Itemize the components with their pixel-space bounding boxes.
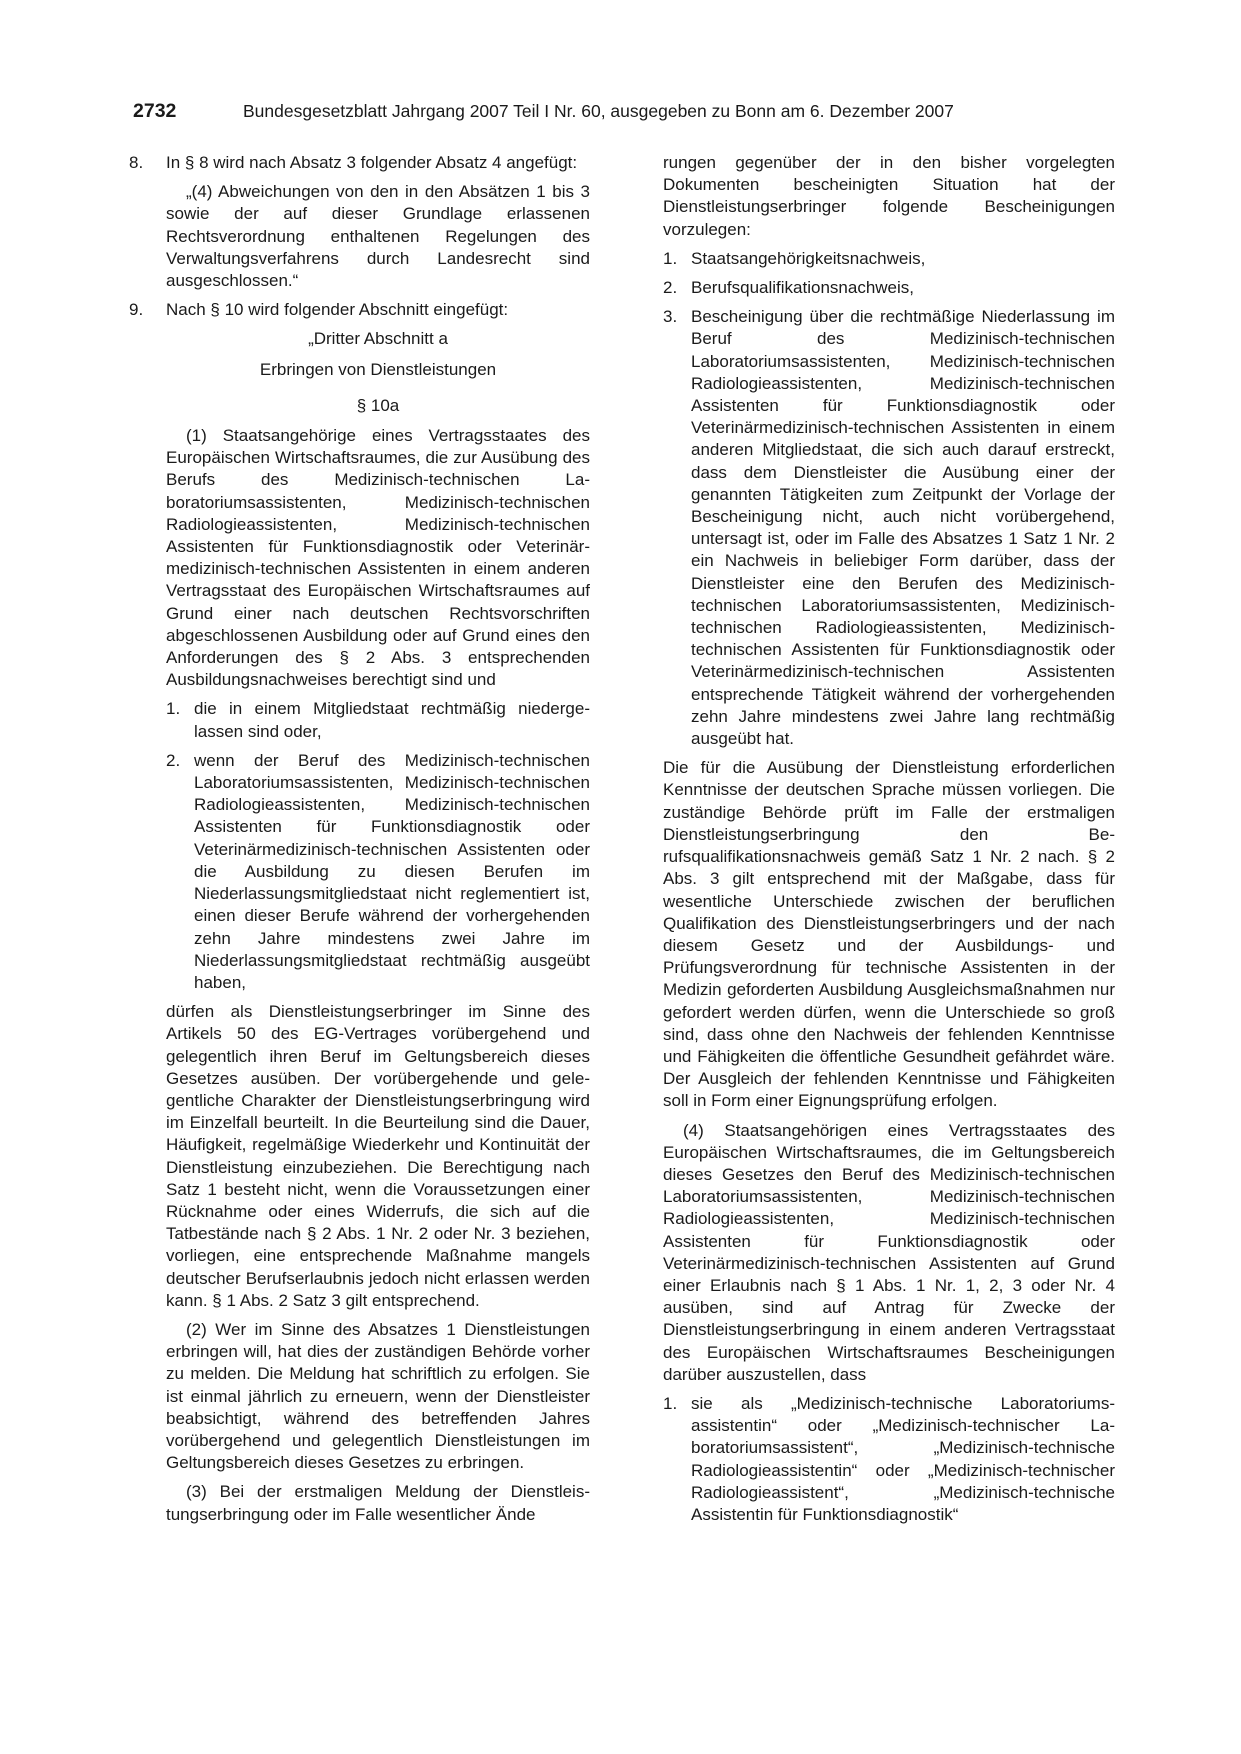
item-number: 8. [129, 153, 144, 172]
amendment-item-9 [129, 299, 590, 321]
list-item [663, 1393, 1115, 1526]
left-column [129, 152, 590, 1533]
list-number: 2. [166, 750, 181, 770]
list-item [663, 248, 1115, 270]
list-text: wenn der Beruf des Medizinisch-technischen Laboratoriumsassistenten, Medizinisch-technischen Radiologieassistenten, Medizinisch-technischen Assistenten für Funktionsdiagnostik oder Veterinärmedizinisch-technischen Assistenten oder die Ausbildung zu diesen Berufen im Niederlassungsmitgliedstaat nicht reglementiert ist, einen dieser Berufe während der vorhergehenden zehn Jahre mindestens zwei Jahre im Niederlassungsmitgliedstaat rechtmäßig ausgeübt haben, [194, 750, 590, 992]
list-item [663, 277, 1115, 299]
paragraph-1: (1) Staatsangehörige eines Vertragsstaates des Europäischen Wirtschaftsraumes, die zur Ausübung des Berufs des Medizinisch-technischen Laboratoriumsassistenten, Medizinisch-technischen Radiologieassistenten, Medizinisch-technischen Assistenten für Funktionsdiagnostik oder Veterinärmedizinisch-technischen Assistenten in einem anderen Vertragsstaat des Europäischen Wirtschaftsraumes auf Grund einer nach deutschen Rechtsvorschriften abgeschlossenen Ausbildung oder auf Grund eines den Anforderungen des § 2 Abs. 3 entsprechenden Ausbildungsnachweises berechtigt sind und [166, 426, 590, 690]
paragraph-3: (3) Bei der erstmaligen Meldung der Dienstleistungserbringung oder im Falle wesentlicher Ände [166, 1482, 590, 1524]
item-number: 9. [129, 300, 144, 320]
list-number: 3. [663, 307, 678, 327]
section-subtitle: Erbringen von Dienstleistungen [259, 359, 497, 379]
list-number: 1. [663, 248, 678, 268]
quoted-paragraph: „(4) Abweichungen von den in den Absätzen 1 bis 3 sowie der auf dieser Grundlage erlassenen Rechtsverordnung enthaltenen Regelungen des Verwaltungsverfahrens durch Landesrecht sind ausgeschlossen.“ [166, 182, 590, 291]
list-text: sie als „Medizinisch-technische Laboratoriumsassistentin“ oder „Medizinisch-technischer Laboratoriumsassistent“, „Medizinisch-technische Radiologieassistentin“ oder „Medizinisch-technischer Radiologieassistent“, „Medizinisch-technische Assistentin für Funktionsdiagnostik“ [691, 1393, 1115, 1524]
list-item [166, 750, 590, 994]
list-item [166, 698, 590, 742]
right-column [663, 152, 1115, 1533]
list-text: Berufsqualifikationsnachweis, [691, 278, 915, 298]
paragraph-2: (2) Wer im Sinne des Absatzes 1 Dienstleistungen erbringen will, hat dies der zuständigen Behörde vorher zu melden. Die Meldung hat schriftlich zu erfolgen. Sie ist einmal jährlich zu erneuern, wenn der Dienstleister beabsichtigt, während des betreffenden Jahres vorübergehend und gelegentlich Dienstleistungen im Geltungsbereich dieses Gesetzes zu erbringen. [166, 1319, 590, 1473]
list-text: die in einem Mitgliedstaat rechtmäßig niedergelassen sind oder, [194, 699, 590, 741]
section-title: „Dritter Abschnitt a [308, 329, 448, 349]
page-number: 2732 [133, 100, 177, 122]
paragraph-4: (4) Staatsangehörigen eines Vertragsstaates des Europäischen Wirtschaftsraumes, die im Geltungsbereich dieses Gesetzes den Beruf des Medizinisch-technischen Laboratoriumsassistenten, Medizinisch-technischen Radiologieassistenten, Medizinisch-technischen Assistenten für Funktionsdiagnostik oder Veterinärmedizinisch-technischen Assistenten auf Grund einer Erlaubnis nach § 1 Abs. 1 Nr. 1, 2, 3 oder Nr. 4 ausüben, sind auf Antrag für Zwecke der Dienstleistungserbringung in einem anderen Vertragsstaat des Europäischen Wirtschaftsraumes Bescheinigungen darüber auszustellen, dass [663, 1120, 1115, 1384]
amendment-item-8 [129, 152, 590, 174]
list-number: 2. [663, 278, 678, 298]
item-text: Nach § 10 wird folgender Abschnitt eingefügt: [166, 300, 509, 320]
page-header [133, 100, 1113, 130]
list-text: Bescheinigung über die rechtmäßige Niederlassung im Beruf des Medizinisch-technischen Laboratoriumsassistenten, Medizinisch-technischen Radiologieassistenten, Medizinisch-technischen Assistenten für Funktionsdiagnostik oder Veterinärmedizinisch-technischen Assistenten in einem anderen Mitgliedstaat, die sich auch darauf erstreckt, dass dem Dienstleister die Ausübung einer der genannten Tätigkeiten zum Zeitpunkt der Vorlage der Bescheinigung nicht, auch nicht vorübergehend, untersagt ist, oder im Falle des Absatzes 1 Satz 1 Nr. 2 ein Nachweis in beliebiger Form darüber, dass der Dienstleister eine den Berufen des Medizinisch-technischen Laboratoriumsassistenten, Medizinisch-technischen Radiologieassistenten, Medizinisch-technischen Assistenten für Funktionsdiagnostik oder Veterinärmedizinisch-technischen Assistenten entsprechende Tätigkeit während der vorhergehenden zehn Jahre mindestens zwei Jahre lang rechtmäßig ausgeübt hat. [691, 307, 1115, 749]
list-number: 1. [663, 1393, 678, 1413]
list-text: Staatsangehörigkeitsnachweis, [691, 248, 926, 268]
paragraph-heading: § 10a [356, 395, 400, 415]
item-text: In § 8 wird nach Absatz 3 folgender Absatz 4 angefügt: [166, 153, 578, 172]
paragraph-1-continuation: dürfen als Dienstleistungserbringer im Sinne des Artikels 50 des EG-Vertrages vorübergehend und gelegentlich ihren Beruf im Geltungsbereich dieses Gesetzes ausüben. Der vorübergehende und gelegentliche Charakter der Dienstleistungserbringung wird im Einzelfall beurteilt. In die Beurteilung sind die Dauer, Häufigkeit, regelmäßige Wiederkehr und Kontinuität der Dienstleistung einzubeziehen. Die Berechtigung nach Satz 1 besteht nicht, wenn die Voraussetzungen einer Rücknahme oder eines Widerrufs, die sich auf die Tatbestände nach § 2 Abs. 1 Nr. 2 oder Nr. 3 beziehen, vorliegen, eine entsprechende Maßnahme mangels deutscher Berufserlaubnis jedoch nicht erlassen werden kann. § 1 Abs. 2 Satz 3 gilt entsprechend. [166, 1002, 590, 1310]
paragraph-3-continuation: rungen gegenüber der in den bisher vorgelegten Dokumenten bescheinigten Situation hat der Dienstleistungserbringer folgende Bescheinigungen vorzulegen: [663, 153, 1115, 239]
list-item [663, 306, 1115, 750]
running-head: Bundesgesetzblatt Jahrgang 2007 Teil I Nr. 60, ausgegeben zu Bonn am 6. Dezember 2007 [243, 101, 954, 121]
paragraph-3-end: Die für die Ausübung der Dienstleistung erforderlichen Kenntnisse der deutschen Sprache müssen vorliegen. Die zuständige Behörde prüft im Falle der erstmaligen Dienstleistungserbringung den Berufsqualifikationsnachweis gemäß Satz 1 Nr. 2 nach. § 2 Abs. 3 gilt entsprechend mit der Maßgabe, dass für wesentliche Unterschiede zwischen der beruflichen Qualifikation des Dienstleistungserbringers und der nach diesem Gesetz und der Ausbildungs- und Prüfungsverordnung für technische Assistenten in der Medizin geforderten Ausbildung Ausgleichsmaßnahmen nur gefordert werden dürfen, wenn die Unterschiede so groß sind, dass ohne den Nachweis der fehlenden Kenntnisse und Fähigkeiten die öffentliche Gesundheit gefährdet wäre. Der Ausgleich der fehlenden Kenntnisse und Fähigkeiten soll in Form einer Eignungsprüfung erfolgen. [663, 758, 1115, 1111]
list-number: 1. [166, 699, 181, 719]
